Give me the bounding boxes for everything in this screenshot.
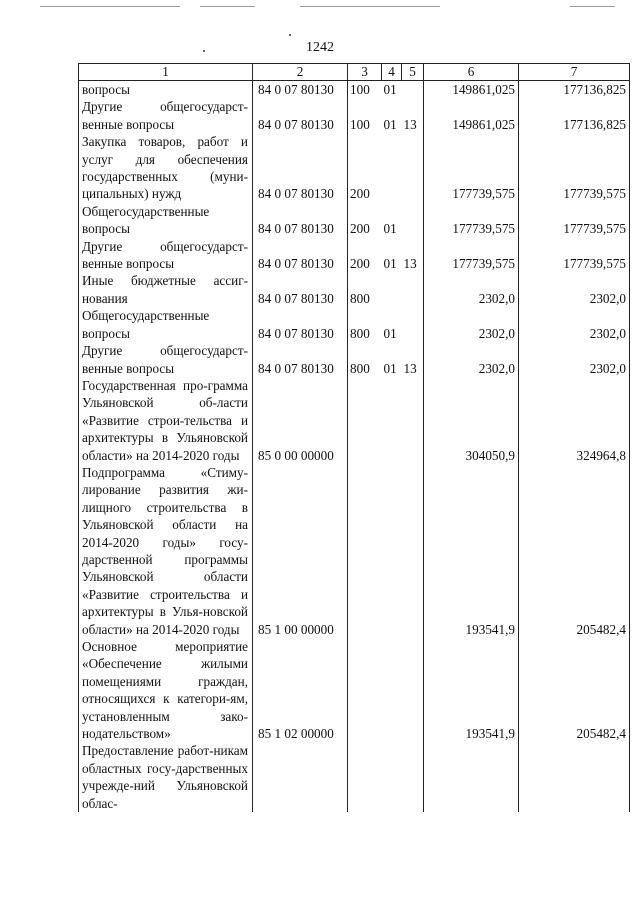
row-value7-cell: 2302,0 <box>519 342 630 377</box>
row-name-cell: Закупка товаров, работ и услуг для обеспечения государственных (муни-ципальных) нужд <box>79 133 253 203</box>
row-value6-cell: 177739,575 <box>424 203 519 238</box>
row-value6-cell: 193541,9 <box>424 464 519 638</box>
row-col4-cell: 01 <box>383 360 397 376</box>
row-col3-cell <box>348 638 382 742</box>
row-col3-cell: 800 <box>350 290 370 306</box>
row-col4-cell: 01 <box>383 256 397 272</box>
row-col5-cell <box>402 377 424 464</box>
row-name-cell: Иные бюджетные ассиг-нования <box>79 272 253 307</box>
row-col3-cell <box>348 464 382 638</box>
row-code-cell: 84 0 07 80130 <box>253 272 348 307</box>
row-col5-cell <box>402 81 424 99</box>
row-col4-cell <box>382 638 402 742</box>
row-col5-cell: 13 <box>403 116 417 132</box>
row-value6-cell: 2302,0 <box>424 342 519 377</box>
row-col4-cell <box>382 272 402 307</box>
row-value7-cell: 177136,825 <box>519 98 630 133</box>
row-name-cell: Общегосударственные вопросы <box>79 203 253 238</box>
row-col4-cell <box>382 742 402 812</box>
row-value7-cell: 177739,575 <box>519 238 630 273</box>
row-code-cell: 84 0 07 80130 <box>253 238 348 273</box>
scan-artifact-line <box>570 6 615 7</box>
scan-artifact-line <box>40 6 180 7</box>
scan-artifact-line <box>300 6 440 7</box>
row-name-cell: Другие общегосударст-венные вопросы <box>79 342 253 377</box>
row-value6-cell: 177739,575 <box>424 238 519 273</box>
column-header: 1 <box>79 64 253 81</box>
row-col3-cell: 800 <box>350 325 370 341</box>
row-name-cell: Основное мероприятие «Обеспечение жилыми помещениями граждан, относящихся к категори-ям, установленным зако-нодательством» <box>79 638 253 742</box>
row-col3-cell: 200 <box>350 256 370 272</box>
table-row <box>79 742 630 812</box>
table-row <box>79 133 630 203</box>
row-col5-cell <box>402 133 424 203</box>
row-name-cell: Общегосударственные вопросы <box>79 307 253 342</box>
row-value6-cell: 149861,025 <box>424 81 519 99</box>
table-row <box>79 307 630 342</box>
row-value6-cell: 304050,9 <box>424 377 519 464</box>
row-value7-cell <box>519 742 630 812</box>
scan-speck <box>289 34 291 36</box>
row-name-cell: Государственная про-грамма Ульяновской об-ласти «Развитие строи-тельства и архитектуры в Ульяновской области» на 2014-2020 годы <box>79 377 253 464</box>
row-col3-cell: 200 <box>350 221 370 237</box>
row-col5-cell <box>402 638 424 742</box>
row-name-cell: Предоставление работ-никам областных госу-дарственных учрежде-ний Ульяновской облас- <box>79 742 253 812</box>
row-value7-cell: 205482,4 <box>519 464 630 638</box>
row-value7-cell: 177739,575 <box>519 203 630 238</box>
row-name-cell: Другие общегосударст-венные вопросы <box>79 98 253 133</box>
row-value6-cell: 149861,025 <box>424 98 519 133</box>
row-value6-cell: 2302,0 <box>424 307 519 342</box>
row-col3-cell <box>348 377 382 464</box>
table-row <box>79 342 630 377</box>
column-header: 4 <box>382 64 402 81</box>
table-row <box>79 203 630 238</box>
table-body <box>79 81 630 813</box>
row-col5-cell <box>402 272 424 307</box>
table-row <box>79 464 630 638</box>
row-code-cell: 84 0 07 80130 <box>253 307 348 342</box>
row-value7-cell: 205482,4 <box>519 638 630 742</box>
table-row <box>79 98 630 133</box>
row-col5-cell <box>402 742 424 812</box>
row-value7-cell: 2302,0 <box>519 307 630 342</box>
row-col5-cell: 13 <box>403 360 417 376</box>
table-row <box>79 638 630 742</box>
row-col3-cell: 200 <box>350 186 370 202</box>
row-col4-cell <box>382 377 402 464</box>
row-code-cell: 84 0 07 80130 <box>253 342 348 377</box>
scan-artifact-line <box>200 6 255 7</box>
row-col4-cell <box>382 464 402 638</box>
row-value6-cell <box>424 742 519 812</box>
row-col3-cell: 100 <box>350 82 370 97</box>
row-col4-cell: 01 <box>383 82 397 97</box>
row-col5-cell <box>402 307 424 342</box>
row-col3-cell <box>348 742 382 812</box>
column-header: 2 <box>253 64 348 81</box>
column-header: 7 <box>519 64 630 81</box>
row-code-cell <box>253 742 348 812</box>
row-value7-cell: 177739,575 <box>519 133 630 203</box>
row-col4-cell <box>382 133 402 203</box>
row-name-cell: Другие общегосударст-венные вопросы <box>79 238 253 273</box>
table-row <box>79 377 630 464</box>
row-col5-cell <box>402 203 424 238</box>
row-name-cell: Подпрограмма «Стиму-лирование развития жи-лищного строительства в Ульяновской области на 2014-2020 годы» госу-дарственной программы Ульяновской области «Развитие строительства и архитектуры в Улья-новской области» на 2014-2020 годы <box>79 464 253 638</box>
row-code-cell: 84 0 07 80130 <box>253 203 348 238</box>
column-header: 6 <box>424 64 519 81</box>
row-value7-cell: 2302,0 <box>519 272 630 307</box>
column-header: 5 <box>402 64 424 81</box>
row-code-cell: 84 0 07 80130 <box>253 81 348 99</box>
row-value6-cell: 2302,0 <box>424 272 519 307</box>
page-number: 1242 <box>306 40 334 55</box>
row-col5-cell <box>402 464 424 638</box>
row-col3-cell: 100 <box>350 116 370 132</box>
row-col5-cell: 13 <box>403 256 417 272</box>
row-code-cell: 85 1 02 00000 <box>253 638 348 742</box>
row-name-cell: вопросы <box>79 81 253 99</box>
row-col4-cell: 01 <box>383 116 397 132</box>
row-code-cell: 84 0 07 80130 <box>253 133 348 203</box>
column-header: 3 <box>348 64 382 81</box>
row-value6-cell: 177739,575 <box>424 133 519 203</box>
table-row <box>79 81 630 99</box>
row-col4-cell: 01 <box>383 325 397 341</box>
row-code-cell: 84 0 07 80130 <box>253 98 348 133</box>
table-row <box>79 238 630 273</box>
header-row <box>79 64 630 81</box>
row-col4-cell: 01 <box>383 221 397 237</box>
row-code-cell: 85 1 00 00000 <box>253 464 348 638</box>
row-col3-cell: 800 <box>350 360 370 376</box>
row-value7-cell: 177136,825 <box>519 81 630 99</box>
row-value7-cell: 324964,8 <box>519 377 630 464</box>
budget-table <box>78 63 630 812</box>
row-value6-cell: 193541,9 <box>424 638 519 742</box>
table-row <box>79 272 630 307</box>
row-code-cell: 85 0 00 00000 <box>253 377 348 464</box>
